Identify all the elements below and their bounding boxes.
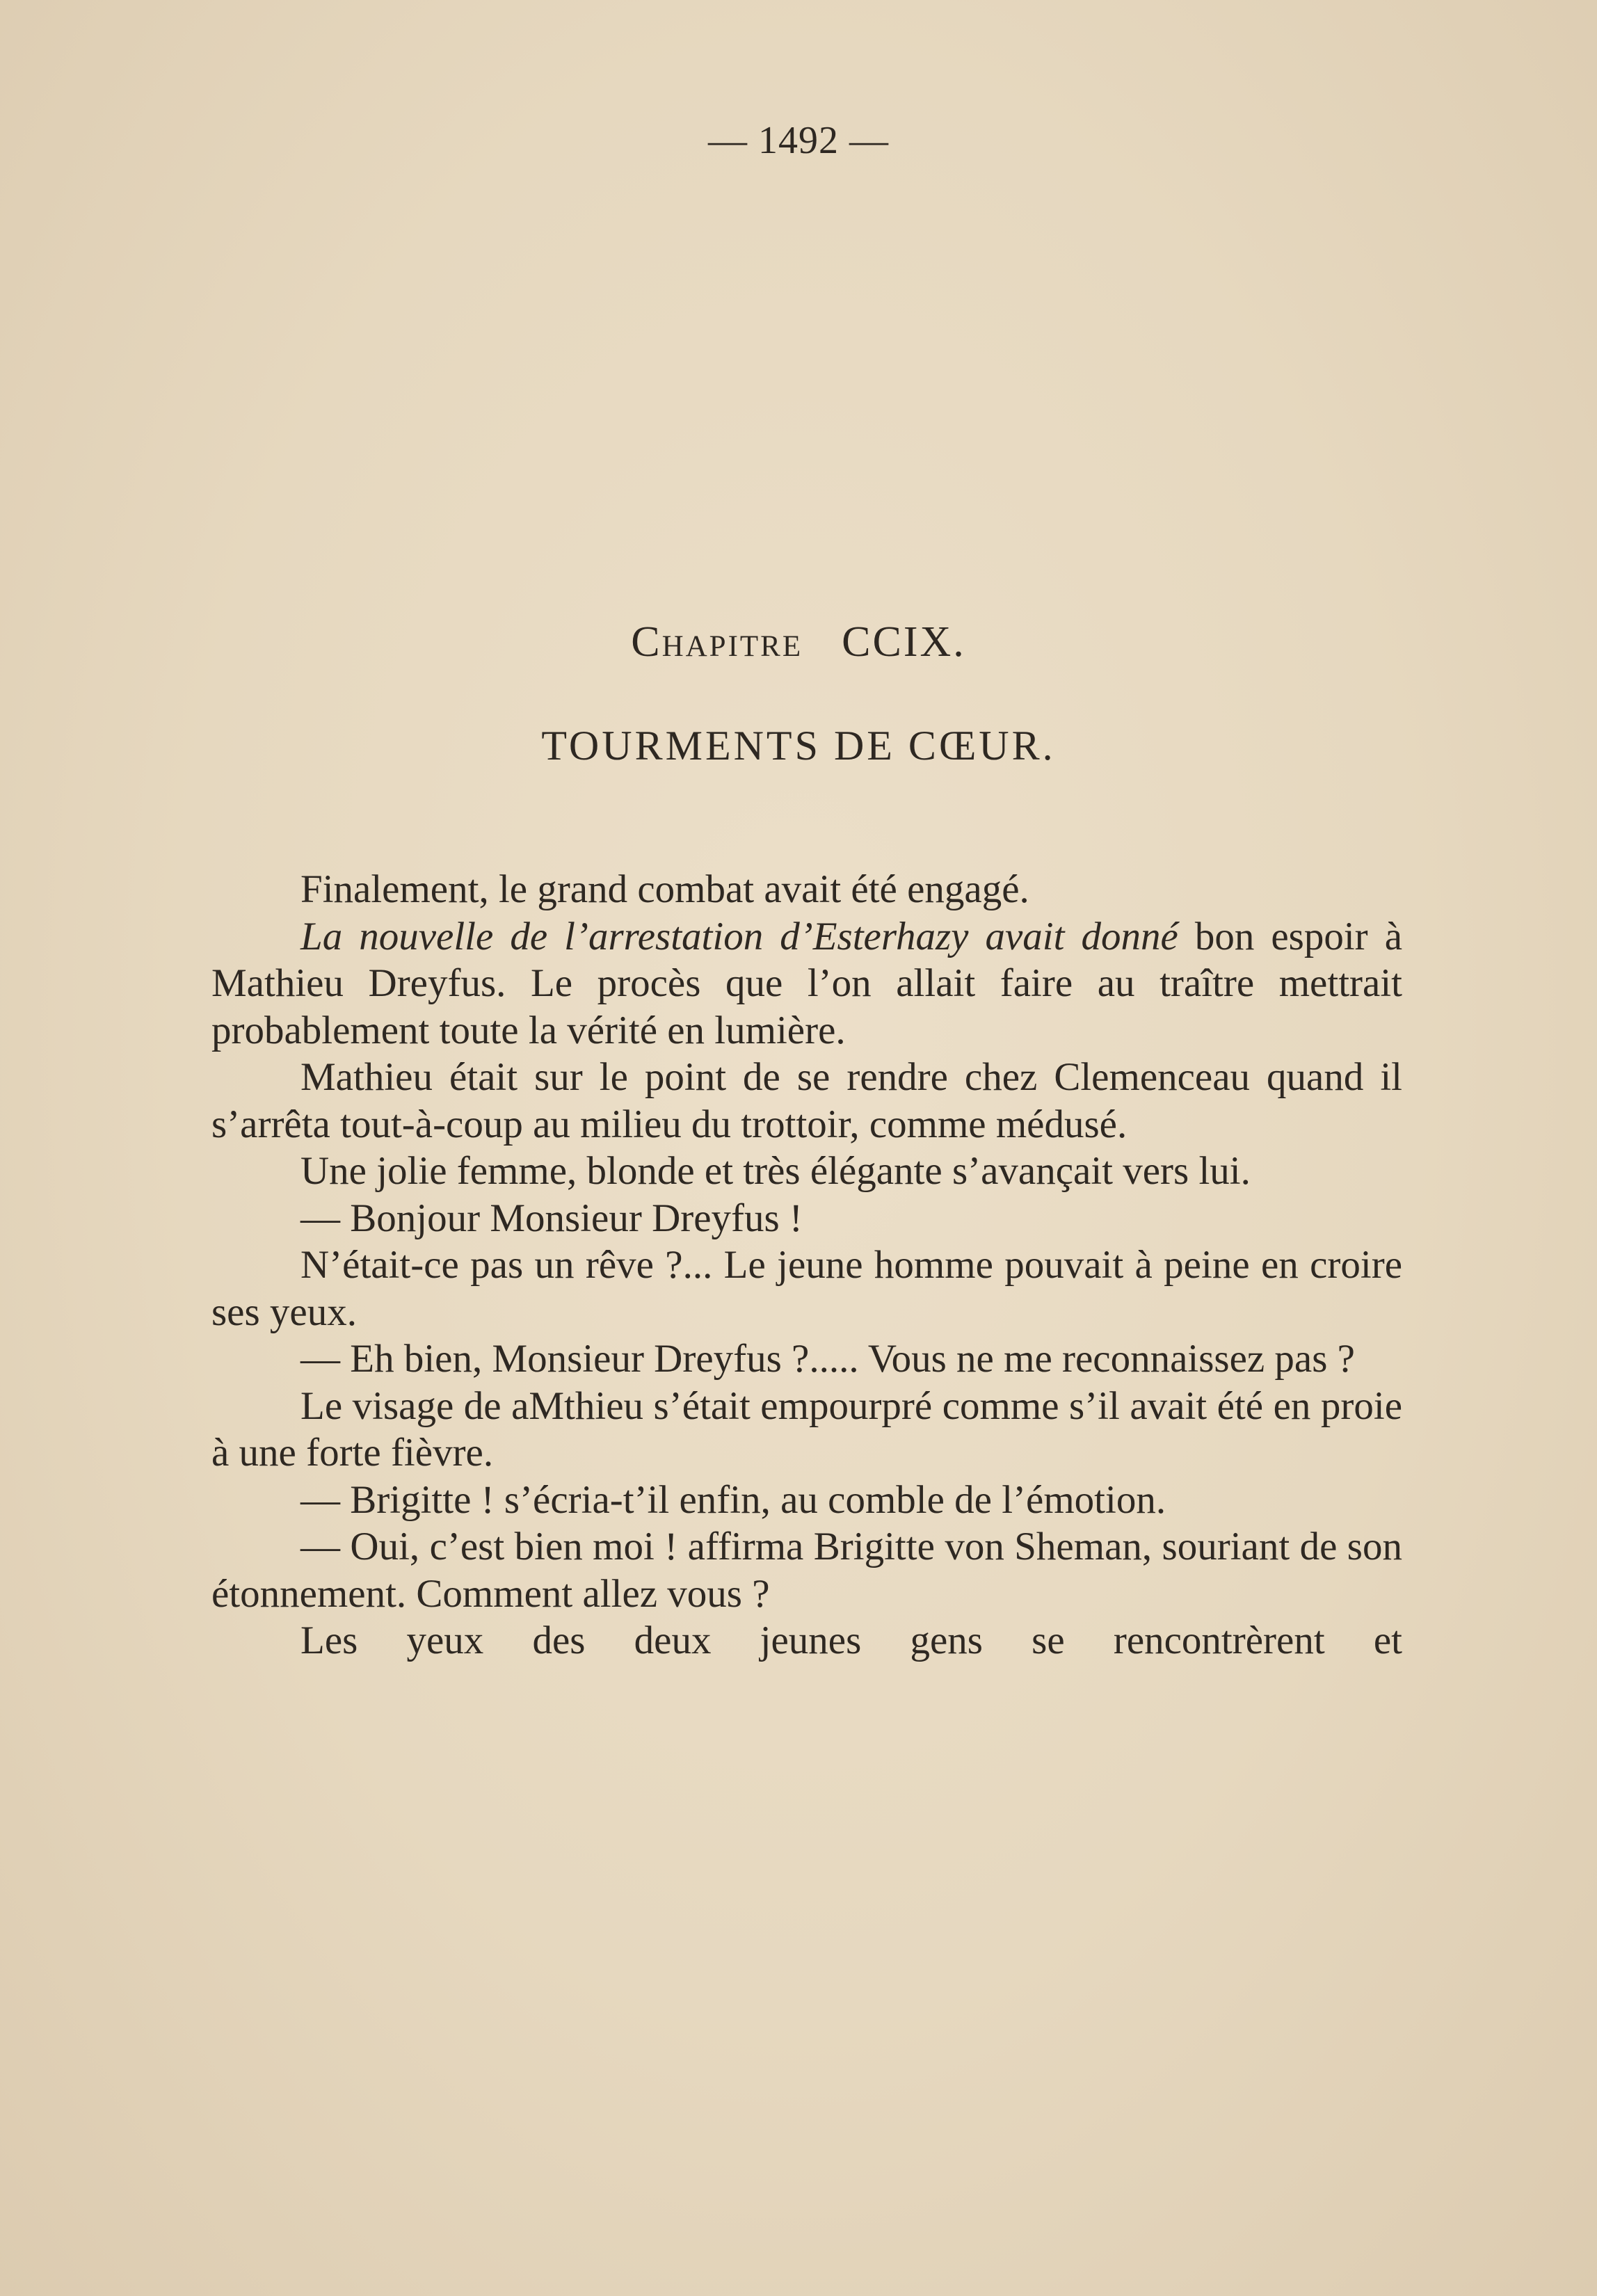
chapter-numeral: CCIX.: [842, 618, 966, 666]
paragraph-5: — Bonjour Monsieur Dreyfus !: [300, 1196, 803, 1240]
italic-sentence: La nouvelle de l’arrestation d’Esterhazy avait donné: [300, 914, 1178, 958]
page-number: — 1492 —: [708, 119, 889, 162]
paragraph-9: — Brigitte ! s’écria-t’il enfin, au comble de l’émotion.: [300, 1477, 1166, 1522]
paragraph-11: Les yeux des deux jeunes gens se rencontrèrent et: [300, 1619, 1402, 1662]
paragraph-10: — Oui, c’est bien moi ! affirma Brigitte von Sheman, souriant de son étonnement. Comment allez vous ?: [211, 1525, 1402, 1616]
paragraph-1: Finalement, le grand combat avait été engagé.: [300, 867, 1029, 911]
chapter-word: Chapitre: [631, 618, 803, 666]
paragraph-2: La nouvelle de l’arrestation d’Esterhazy avait donné bon espoir à Mathieu Dreyfus. Le procès que l’on allait faire au traître mettrait probablement toute la vérité en lumière.: [211, 914, 1402, 1052]
paragraph-7: — Eh bien, Monsieur Dreyfus ?..... Vous ne me reconnaissez pas ?: [300, 1337, 1355, 1381]
paragraph-3: Mathieu était sur le point de se rendre chez Clemenceau quand il s’arrêta tout-à-coup au milieu du trottoir, comme médusé.: [211, 1055, 1402, 1146]
body-text: [211, 866, 1402, 1664]
chapter-heading: [0, 618, 1597, 667]
chapter-title: TOURMENTS DE CŒUR.: [541, 723, 1056, 769]
paragraph-4: Une jolie femme, blonde et très élégante s’avançait vers lui.: [300, 1149, 1251, 1193]
paragraph-8: Le visage de aMthieu s’était empourpré comme s’il avait été en proie à une forte fièvre.: [211, 1383, 1402, 1475]
paragraph-6: N’était-ce pas un rêve ?... Le jeune homme pouvait à peine en croire ses yeux.: [211, 1243, 1402, 1334]
